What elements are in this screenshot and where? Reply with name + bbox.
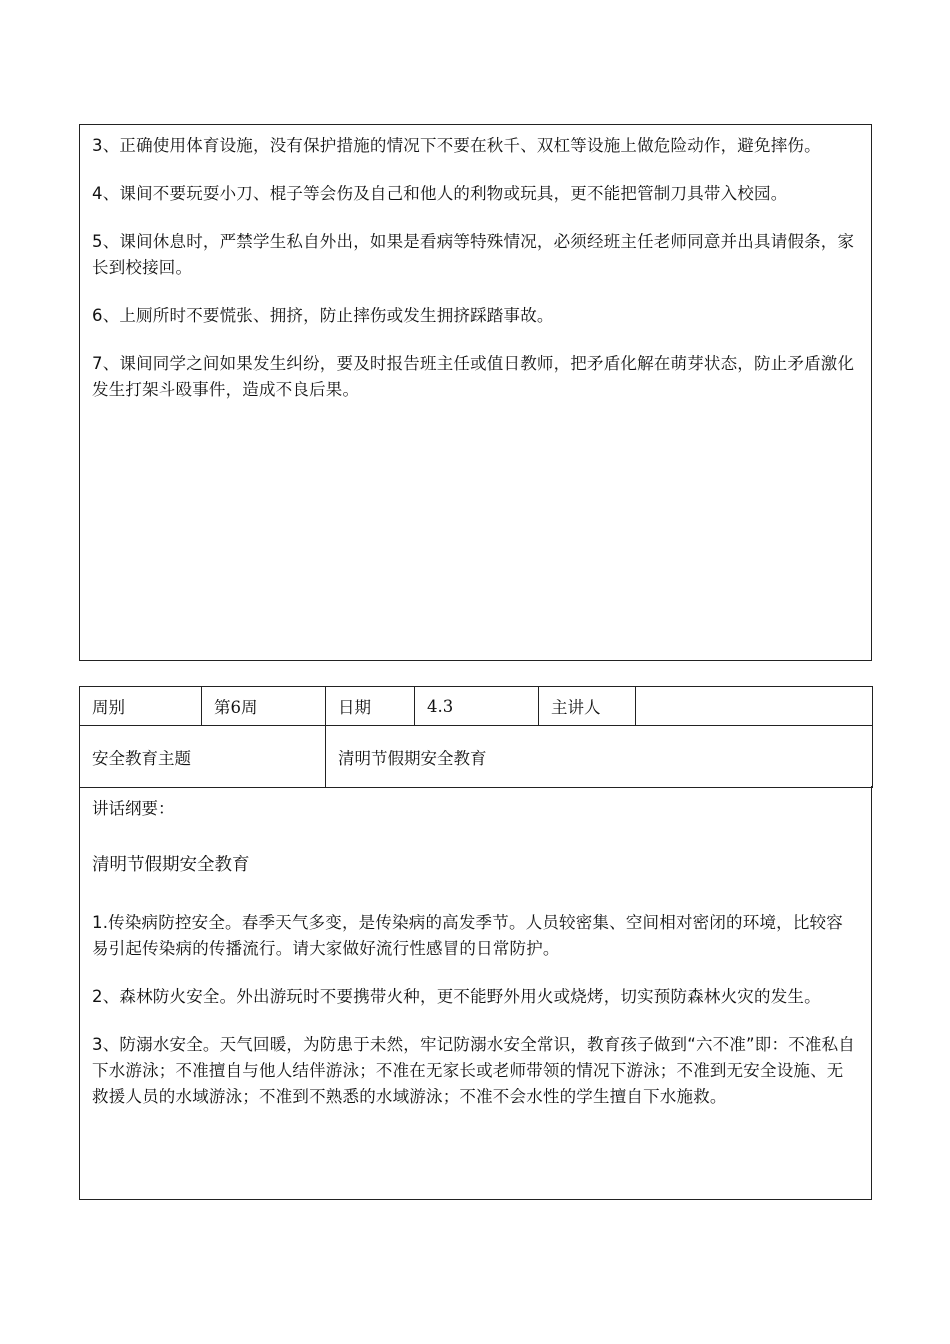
topic-label: 安全教育主题 [80, 726, 326, 788]
outline-item: 2、森林防火安全。外出游玩时不要携带火种，更不能野外用火或烧烤，切实预防森林火灾的发生。 [92, 987, 821, 1006]
info-row [80, 687, 873, 726]
rule-item: 6、上厕所时不要慌张、拥挤，防止摔伤或发生拥挤踩踏事故。 [92, 306, 554, 325]
week-label: 周别 [80, 687, 202, 726]
date-label: 日期 [326, 687, 415, 726]
topic-row [80, 726, 873, 788]
rule-item: 4、课间不要玩耍小刀、棍子等会伤及自己和他人的利物或玩具，更不能把管制刀具带入校园。 [92, 184, 788, 203]
rule-item: 7、课间同学之间如果发生纠纷，要及时报告班主任或值日教师，把矛盾化解在萌芽状态，防止矛盾激化发生打架斗殴事件，造成不良后果。 [92, 354, 855, 399]
rule-item: 5、课间休息时，严禁学生私自外出，如果是看病等特殊情况，必须经班主任老师同意并出具请假条，家长到校接回。 [92, 232, 855, 277]
outline-item: 1.传染病防控安全。春季天气多变，是传染病的高发季节。人员较密集、空间相对密闭的环境，比较容易引起传染病的传播流行。请大家做好流行性感冒的日常防护。 [92, 913, 843, 958]
week-value: 第6周 [202, 687, 326, 726]
rule-item: 3、正确使用体育设施，没有保护措施的情况下不要在秋千、双杠等设施上做危险动作，避免摔伤。 [92, 136, 821, 155]
outline-item: 3、防溺水安全。天气回暖，为防患于未然，牢记防溺水安全常识，教育孩子做到“六不准”即：不准私自下水游泳；不准擅自与他人结伴游泳；不准在无家长或老师带领的情况下游泳；不准到无安全设施、无救援人员的水域游泳；不准到不熟悉的水域游泳；不准不会水性的学生擅自下水施救。 [92, 1035, 855, 1106]
lesson-info-table [79, 686, 873, 788]
topic-value: 清明节假期安全教育 [326, 726, 873, 788]
previous-lesson-content [79, 124, 872, 661]
date-value: 4.3 [415, 687, 539, 726]
speaker-label: 主讲人 [539, 687, 636, 726]
speech-outline [79, 786, 872, 1200]
speaker-value [636, 687, 873, 726]
outline-label: 讲话纲要： [92, 799, 175, 818]
outline-title: 清明节假期安全教育 [92, 855, 250, 875]
